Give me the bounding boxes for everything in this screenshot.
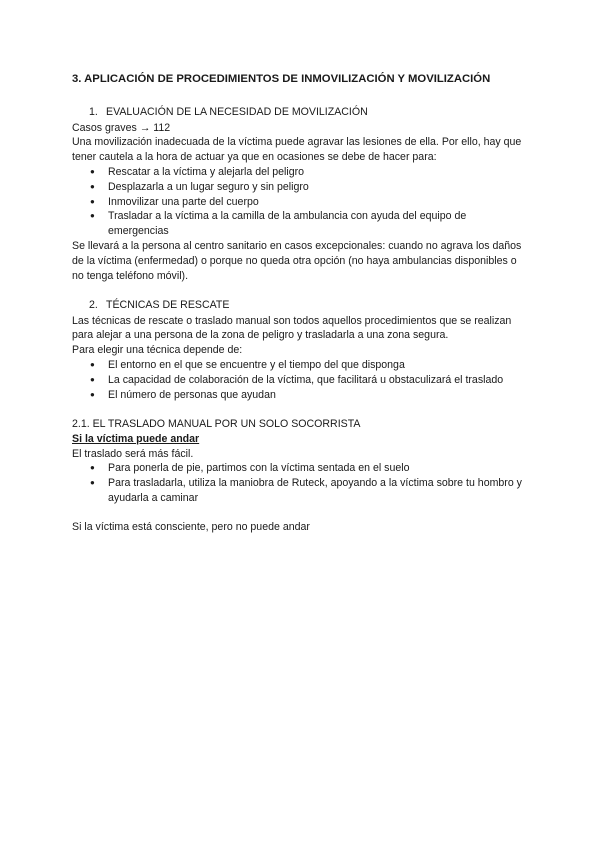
list-item: ● La capacidad de colaboración de la víctima, que facilitará u obstaculizará el traslado: [72, 373, 528, 388]
section-1-line: Casos graves → 112: [72, 121, 171, 134]
section-2-1-heading: 2.1. EL TRASLADO MANUAL POR UN SOLO SOCORRISTA: [72, 417, 361, 430]
page-title: 3. APLICACIÓN DE PROCEDIMIENTOS DE INMOVILIZACIÓN Y MOVILIZACIÓN: [72, 73, 491, 85]
section-2-number: 2.: [89, 298, 98, 311]
spacer: [72, 283, 528, 298]
list-item: ● El entorno en el que se encuentre y el tiempo del que disponga: [72, 358, 528, 373]
section-2-1-paragraph-1: El traslado será más fácil.: [72, 447, 194, 460]
section-1-paragraph-2: Se llevará a la persona al centro sanitario en casos excepcionales: cuando no agrava los daños de la víctima (enfermedad) o porque no queda otra opción (no haya ambulancias disponibles o no tenga teléfono móvil).: [72, 239, 522, 282]
list-item: ● Rescatar a la víctima y alejarla del peligro: [72, 165, 528, 180]
list-item: ● Para trasladarla, utiliza la maniobra de Ruteck, apoyando a la víctima sobre tu hombro y ayudarla a caminar: [72, 476, 528, 506]
section-2-title: TÉCNICAS DE RESCATE: [106, 298, 230, 311]
document-content: [72, 72, 528, 535]
section-1-list: [72, 165, 528, 239]
section-2-1-list: [72, 461, 528, 505]
list-item: ● Desplazarla a un lugar seguro y sin peligro: [72, 180, 528, 195]
section-1-number: 1.: [89, 106, 98, 118]
list-item: ● El número de personas que ayudan: [72, 388, 528, 403]
spacer: [72, 402, 528, 417]
spacer: [72, 506, 528, 521]
section-2-1-subheading: Si la víctima puede andar: [72, 432, 200, 445]
section-1-heading: [89, 105, 528, 120]
list-item: ● Trasladar a la víctima a la camilla de la ambulancia con ayuda del equipo de emergencias: [72, 209, 528, 239]
section-1-title: EVALUACIÓN DE LA NECESIDAD DE MOVILIZACIÓN: [106, 106, 368, 118]
list-item: ● Para ponerla de pie, partimos con la víctima sentada en el suelo: [72, 461, 528, 476]
section-2-heading: [89, 298, 528, 313]
section-1-paragraph-1: Una movilización inadecuada de la víctima puede agravar las lesiones de ella. Por ello, hay que tener cautela a la hora de actuar ya que en ocasiones se debe de hacer para:: [72, 136, 522, 164]
section-2-paragraph-2: Para elegir una técnica depende de:: [72, 344, 243, 357]
section-2-1-paragraph-2: Si la víctima está consciente, pero no puede andar: [72, 521, 310, 534]
list-item: ● Inmovilizar una parte del cuerpo: [72, 195, 528, 210]
section-2-list: [72, 358, 528, 402]
section-2-paragraph-1: Las técnicas de rescate o traslado manual son todos aquellos procedimientos que se realizan para alejar a una persona de la zona de peligro y trasladarla a una zona segura.: [72, 314, 512, 342]
